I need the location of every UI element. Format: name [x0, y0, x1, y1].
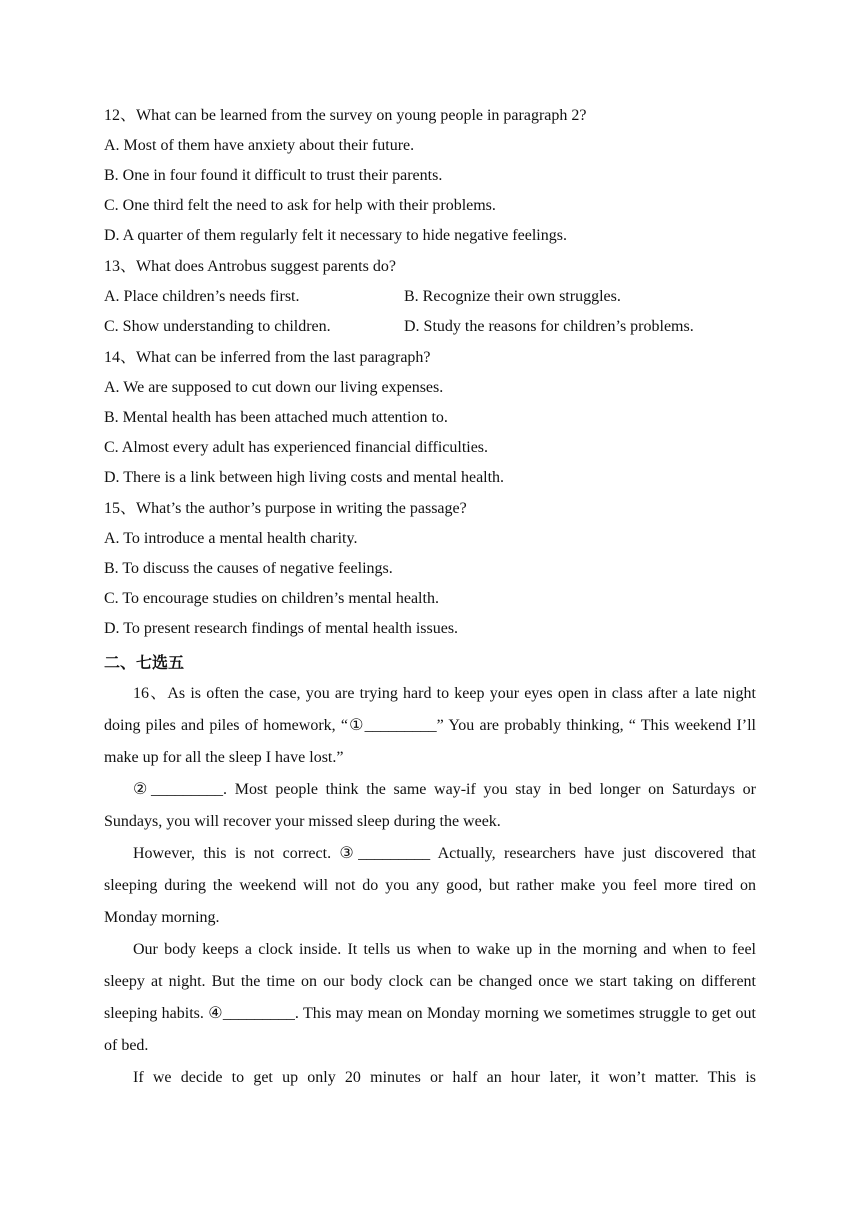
passage-paragraph-1: 16、As is often the case, you are trying hard to keep your eyes open in class after a late night doing piles and piles of homework, “①_________” You are probably thinking, “ This weekend I’ll make up for all the sleep I have lost.”: [104, 685, 757, 766]
question-12-option-b: B. One in four found it difficult to trust their parents.: [104, 167, 443, 184]
exam-page: [104, 100, 756, 1094]
question-12-stem: 12、What can be learned from the survey on young people in paragraph 2?: [104, 107, 587, 124]
question-13-option-b: B. Recognize their own struggles.: [404, 288, 621, 305]
question-15-option-c: C. To encourage studies on children’s mental health.: [104, 590, 439, 607]
question-13-stem: 13、What does Antrobus suggest parents do?: [104, 258, 396, 275]
passage-paragraph-5: If we decide to get up only 20 minutes or half an hour later, it won’t matter. This is: [133, 1069, 756, 1086]
question-14-option-d: D. There is a link between high living costs and mental health.: [104, 469, 505, 486]
question-13-option-a: A. Place children’s needs first.: [104, 288, 300, 305]
question-14-option-b: B. Mental health has been attached much attention to.: [104, 409, 448, 426]
question-14-option-a: A. We are supposed to cut down our living expenses.: [104, 379, 444, 396]
question-15-stem: 15、What’s the author’s purpose in writing the passage?: [104, 500, 467, 517]
passage-paragraph-2: ②_________. Most people think the same way-if you stay in bed longer on Saturdays or Sundays, you will recover your missed sleep during the week.: [104, 781, 756, 830]
question-15-option-d: D. To present research findings of mental health issues.: [104, 620, 459, 637]
passage-paragraph-4: Our body keeps a clock inside. It tells us when to wake up in the morning and when to feel sleepy at night. But the time on our body clock can be changed once we start taking on different sleeping habits. ④_________. This may mean on Monday morning we sometimes struggle to get out of bed.: [104, 941, 756, 1054]
question-14-option-c: C. Almost every adult has experienced financial difficulties.: [104, 439, 489, 456]
section-title: 二、七选五: [104, 653, 185, 672]
question-13-option-d: D. Study the reasons for children’s problems.: [404, 318, 694, 335]
question-15-option-b: B. To discuss the causes of negative feelings.: [104, 560, 393, 577]
question-13-options-row-1: [104, 282, 756, 312]
question-12-option-a: A. Most of them have anxiety about their future.: [104, 137, 415, 154]
question-13-option-c: C. Show understanding to children.: [104, 318, 331, 335]
question-15-option-a: A. To introduce a mental health charity.: [104, 530, 358, 547]
question-12-option-c: C. One third felt the need to ask for help with their problems.: [104, 197, 496, 214]
passage-paragraph-3: However, this is not correct. ③_________ Actually, researchers have just discovered that sleeping during the weekend will not do you any good, but rather make you feel more tired on Monday morning.: [104, 845, 756, 926]
question-12-option-d: D. A quarter of them regularly felt it necessary to hide negative feelings.: [104, 227, 567, 244]
question-14-stem: 14、What can be inferred from the last paragraph?: [104, 349, 431, 366]
question-13-options-row-2: [104, 312, 756, 342]
